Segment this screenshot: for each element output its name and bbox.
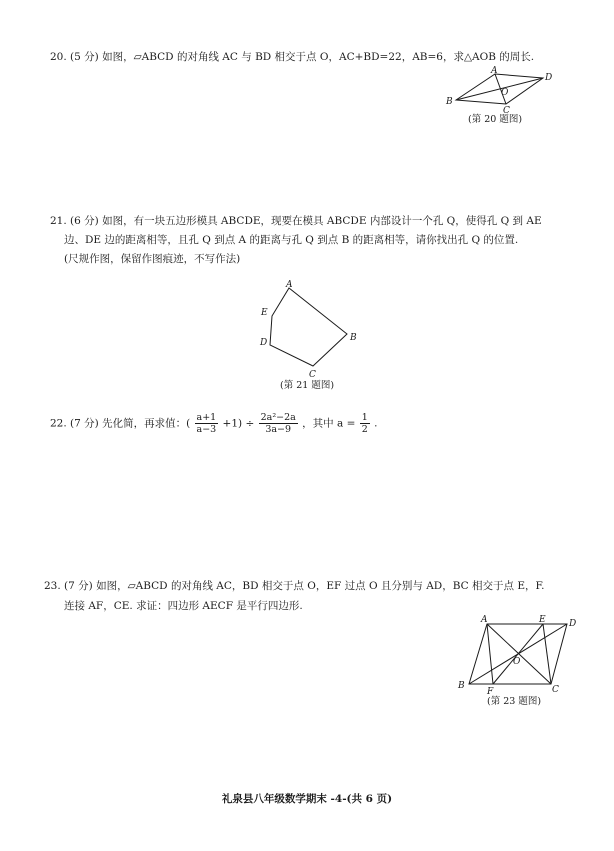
fraction-1: $\frac{a+1}{a-3}$	[196, 412, 217, 435]
fraction-3: $\frac{1}{2}$	[361, 412, 368, 435]
label-F: F	[487, 687, 494, 697]
figure-23	[455, 612, 585, 697]
label-D: D	[545, 73, 553, 83]
caption-20: (第 20 题图)	[468, 114, 523, 125]
q22-mid2: ，其中 a =	[302, 417, 356, 430]
label-C: C	[503, 106, 510, 114]
q22-mid: +1) ÷	[222, 417, 255, 430]
label-O: O	[513, 657, 521, 667]
question-21-line2: 边、DE 边的距离相等，且孔 Q 到点 A 的距离与孔 Q 到点 B 的距离相等，请你找出孔 Q 的位置.	[64, 234, 519, 246]
q22-end: .	[374, 417, 378, 430]
figure-20	[440, 64, 560, 114]
question-21-line3: (尺规作图，保留作图痕迹，不写作法)	[64, 253, 241, 265]
label-A: A	[491, 66, 498, 76]
question-20-text: 20. (5 分) 如图，▱ABCD 的对角线 AC 与 BD 相交于点 O，AC+BD=22，AB=6，求△AOB 的周长.	[50, 51, 535, 63]
label-B: B	[458, 681, 465, 691]
question-21-line1: 21. (6 分) 如图，有一块五边形模具 ABCDE，现要在模具 ABCDE 内部设计一个孔 Q，使得孔 Q 到 AE	[50, 215, 542, 227]
fraction-2: $\frac{\text{2a²−2a}}{3a-9}$	[260, 412, 296, 435]
q22-prefix: 22. (7 分) 先化简，再求值：(	[50, 417, 191, 430]
label-E: E	[539, 615, 546, 625]
label-C: C	[309, 370, 316, 378]
label-C: C	[552, 685, 559, 695]
label-D: D	[260, 338, 268, 348]
question-22-text	[50, 412, 377, 435]
label-B: B	[350, 333, 357, 343]
figure-21	[255, 278, 365, 378]
question-23-line2: 连接 AF，CE. 求证：四边形 AECF 是平行四边形.	[64, 600, 303, 612]
label-D: D	[569, 619, 577, 629]
label-A: A	[286, 280, 293, 290]
caption-21: (第 21 题图)	[280, 380, 335, 391]
label-E: E	[261, 308, 268, 318]
page-footer: 礼泉县八年级数学期末 -4-(共 6 页)	[221, 793, 393, 805]
label-A: A	[481, 615, 488, 625]
label-O: O	[501, 88, 509, 98]
question-23-line1: 23. (7 分) 如图，▱ABCD 的对角线 AC，BD 相交于点 O，EF 过点 O 且分别与 AD，BC 相交于点 E，F.	[44, 580, 545, 592]
caption-23: (第 23 题图)	[487, 696, 542, 707]
label-B: B	[446, 97, 453, 107]
